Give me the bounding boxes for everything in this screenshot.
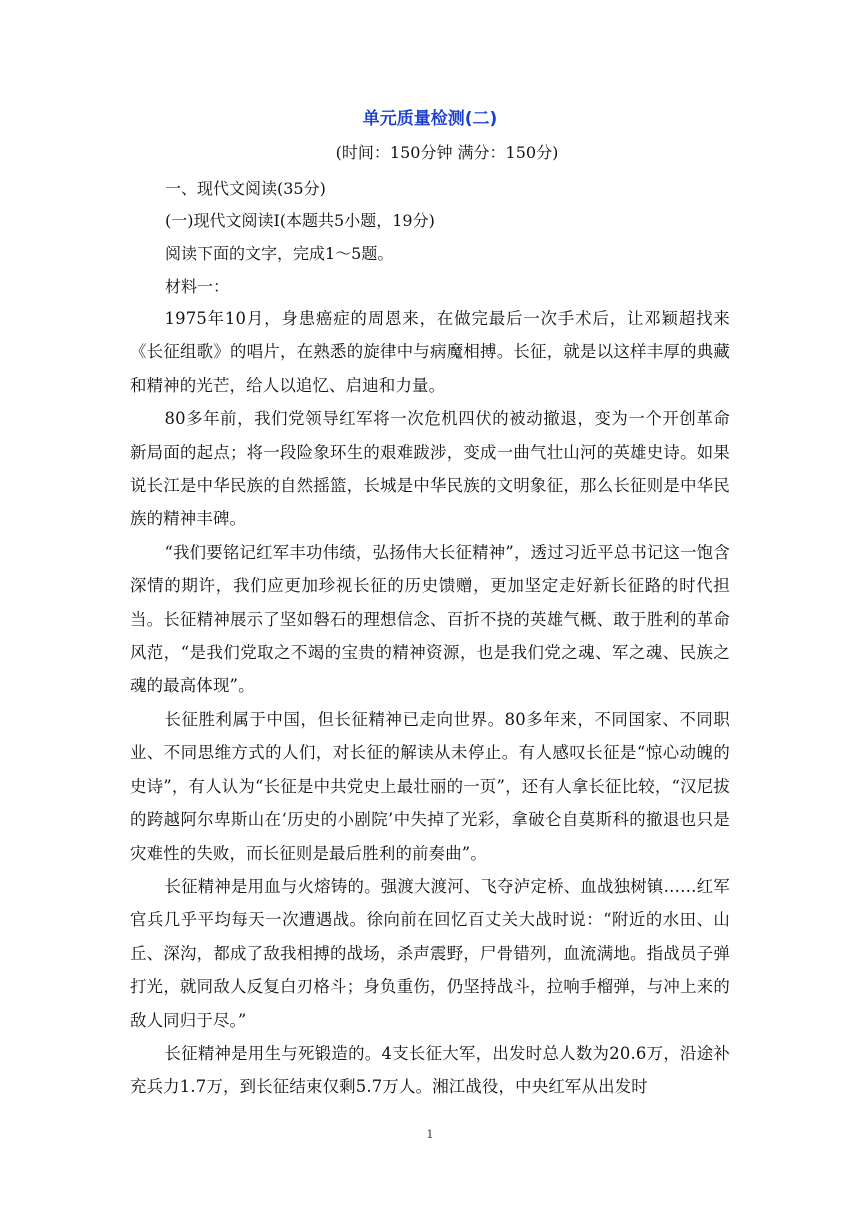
article-body [130,302,730,1104]
exam-time-score: (时间：150分钟 满分：150分) [335,143,559,162]
section-heading: 一、现代文阅读(35分) [165,179,326,198]
reading-instruction: 阅读下面的文字，完成1～5题。 [165,244,394,263]
page-number: 1 [426,1128,434,1141]
paragraph: “我们要铭记红军丰功伟绩，弘扬伟大长征精神”，透过习近平总书记这一饱含深情的期许，我们应更加珍视长征的历史馈赠，更加坚定走好新长征路的时代担当。长征精神展示了坚如磐石的理想信念、百折不挠的英雄气概、敢于胜利的革命风范，“是我们党取之不竭的宝贵的精神资源，也是我们党之魂、军之魂、民族之魂的最高体现”。 [130,542,730,696]
paragraph: 80多年前，我们党领导红军将一次危机四伏的被动撤退，变为一个开创革命新局面的起点；将一段险象环生的艰难跋涉，变成一曲气壮山河的英雄史诗。如果说长江是中华民族的自然摇篮，长城是中华民族的文明象征，那么长征则是中华民族的精神丰碑。 [130,409,730,529]
document-title: 单元质量检测(二) [362,109,498,129]
paragraph: 长征精神是用生与死锻造的。4支长征大军，出发时总人数为20.6万，沿途补充兵力1.7万，到长征结束仅剩5.7万人。湘江战役，中央红军从出发时 [130,1043,730,1097]
paragraph: 长征精神是用血与火熔铸的。强渡大渡河、飞夺泸定桥、血战独树镇……红军官兵几乎平均每天一次遭遇战。徐向前在回忆百丈关大战时说：“附近的水田、山丘、深沟，都成了敌我相搏的战场，杀声震野，尸骨错列，血流满地。指战员子弹打光，就同敌人反复白刃格斗；身负重伤，仍坚持战斗，拉响手榴弹，与冲上来的敌人同归于尽。” [130,876,730,1030]
paragraph: 1975年10月，身患癌症的周恩来，在做完最后一次手术后，让邓颖超找来《长征组歌》的唱片，在熟悉的旋律中与病魔相搏。长征，就是以这样丰厚的典藏和精神的光芒，给人以追忆、启迪和力量。 [130,309,730,395]
paragraph: 长征胜利属于中国，但长征精神已走向世界。80多年来，不同国家、不同职业、不同思维方式的人们，对长征的解读从未停止。有人感叹长征是“惊心动魄的史诗”，有人认为“长征是中共党史上最壮丽的一页”，还有人拿长征比较，“汉尼拔的跨越阿尔卑斯山在‘历史的小剧院’中失掉了光彩，拿破仑自莫斯科的撤退也只是灾难性的失败，而长征则是最后胜利的前奏曲”。 [130,709,730,863]
subsection-heading: (一)现代文阅读Ⅰ(本题共5小题，19分) [165,211,435,230]
material-label: 材料一： [165,277,230,296]
